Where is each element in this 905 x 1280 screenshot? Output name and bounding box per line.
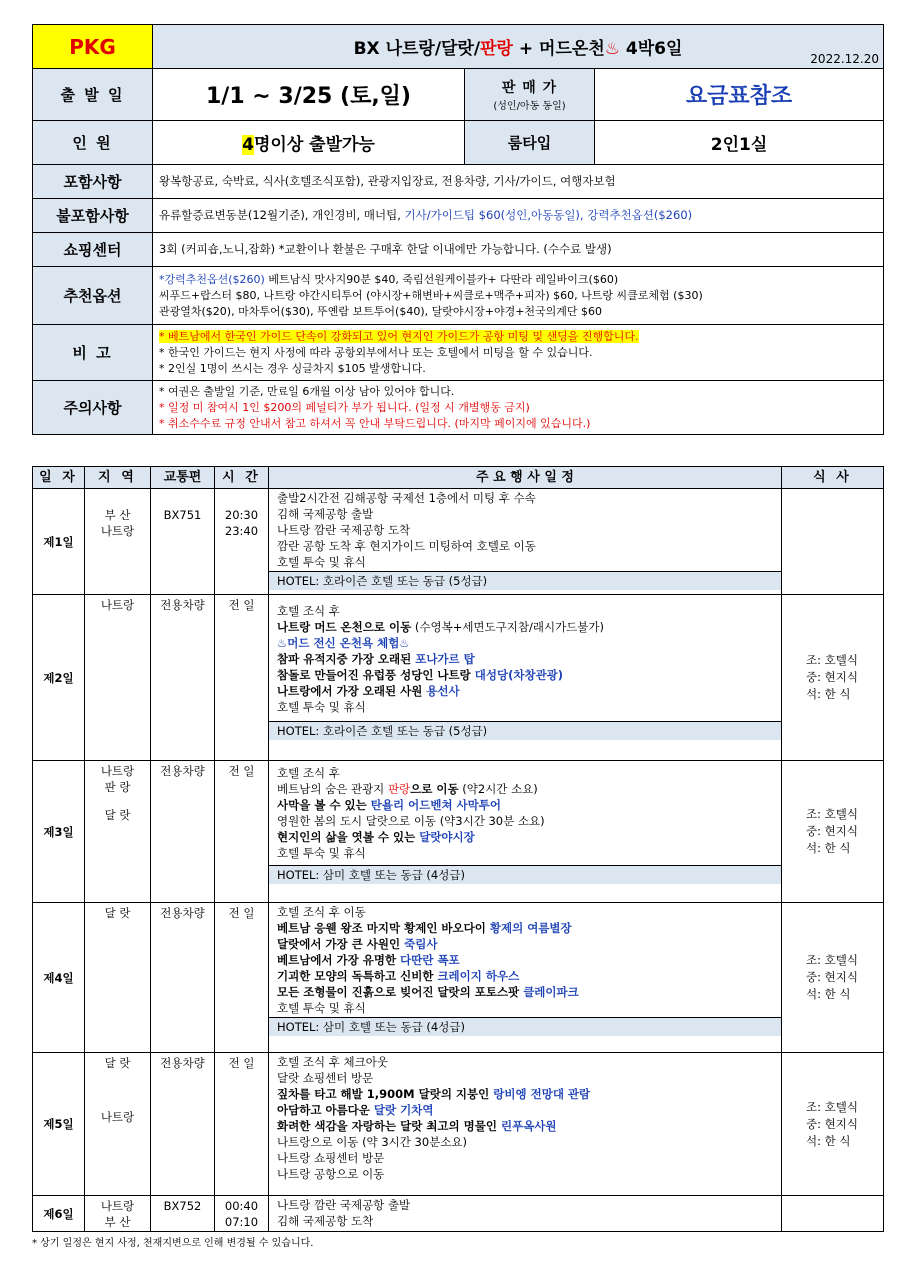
time: 00:40 07:10 [215,1196,269,1232]
transport: 전용차량 [151,1053,215,1196]
shop-value: 3회 (커피숍,노니,잡화) *교환이나 환불은 구매후 한달 이내에만 가능합니다. (수수료 발생) [153,233,884,267]
hotel-info: HOTEL: 삼미 호텔 또는 동급 (4성급) [269,1017,781,1036]
meal [782,489,884,595]
col-header-transport: 교통편 [151,467,215,489]
caution-label: 주의사항 [33,381,153,435]
col-header-meal: 식 사 [782,467,884,489]
meal: 조: 호텔식 중: 현지식 석: 한 식 [782,903,884,1053]
transport: 전용차량 [151,595,215,761]
exclude-label: 불포함사항 [33,199,153,233]
schedule-row [33,761,884,903]
day-label: 제6일 [33,1196,85,1232]
price-label-cell: 판 매 가 (성인/아동 동일) [465,69,595,121]
region: 달 랏 나트랑 [85,1053,151,1196]
include-label: 포함사항 [33,165,153,199]
col-header-day: 일 자 [33,467,85,489]
time: 20:30 23:40 [215,489,269,595]
footer-note: * 상기 일정은 현지 사정, 천재지변으로 인해 변경될 수 있습니다. [32,1238,314,1249]
transport: BX752 [151,1196,215,1232]
time: 전 일 [215,595,269,761]
schedule-table [32,466,884,1232]
transport: 전용차량 [151,761,215,903]
include-value: 왕복항공료, 숙박료, 식사(호텔조식포함), 관광지입장료, 전용차량, 기사/가이드, 여행자보험 [153,165,884,199]
transport: 전용차량 [151,903,215,1053]
info-table [32,24,884,435]
day-label: 제1일 [33,489,85,595]
region: 달 랏 [85,903,151,1053]
col-header-itinerary: 주 요 행 사 일 정 [269,467,782,489]
region: 나트랑 [85,595,151,761]
itinerary: 출발2시간전 김해공항 국제선 1층에서 미팅 후 수속 김해 국제공항 출발 나트랑 깜란 국제공항 도착 깜란 공항 도착 후 현지가이드 미팅하여 호텔로 이동 호텔 투숙 및 휴식 HOTEL: 호라이즌 호텔 또는 동급 (5성급) [269,489,782,595]
meal: 조: 호텔식 중: 현지식 석: 한 식 [782,595,884,761]
caution-value: * 여권은 출발일 기준, 만료일 6개월 이상 남아 있어야 합니다. * 일정 미 참여시 1인 $200의 페널티가 부가 됩니다. (일정 시 개별행동 금지) * 취소수수료 규정 안내서 참고 하셔서 꼭 안내 부탁드립니다. (마지막 페이지에 있습니다.) [153,381,884,435]
time: 전 일 [215,761,269,903]
option-label: 추천옵션 [33,267,153,325]
hotel-info: HOTEL: 호라이즌 호텔 또는 동급 (5성급) [269,571,781,590]
meal [782,1196,884,1232]
region: 부 산 나트랑 [85,489,151,595]
time: 전 일 [215,1053,269,1196]
note-value: * 베트남에서 한국인 가이드 단속이 강화되고 있어 현지인 가이드가 공항 미팅 및 샌딩을 진행합니다. * 한국인 가이드는 현지 사정에 따라 공항외부에서나 또는 호텔에서 미팅을 할 수 있습니다. * 2인실 1명이 쓰시는 경우 싱글차지 $105 발생합니다. [153,325,884,381]
schedule-row [33,489,884,595]
schedule-row [33,1053,884,1196]
itinerary: 호텔 조식 후 나트랑 머드 온천으로 이동 (수영복+세면도구지참/래시가드불가) ♨머드 전신 온천욕 체험♨ 참파 유적지중 가장 오래된 포나가르 탑 참돌로 만들어진 유럽풍 성당인 나트랑 대성당(차창관광) 나트랑에서 가장 오래된 사원 용선사 호텔 투숙 및 휴식 HOTEL: 호라이즌 호텔 또는 동급 (5성급) [269,595,782,761]
col-header-time: 시 간 [215,467,269,489]
day-label: 제3일 [33,761,85,903]
exclude-value: 유류할증료변동분(12월기준), 개인경비, 매너팁, 기사/가이드팁 $60(성인,아동동일), 강력추천옵션($260) [153,199,884,233]
price-value: 요금표참조 [595,69,884,121]
day-label: 제4일 [33,903,85,1053]
people-label: 인 원 [33,121,153,165]
meal: 조: 호텔식 중: 현지식 석: 한 식 [782,1053,884,1196]
pkg-label: PKG [33,25,153,69]
transport: BX751 [151,489,215,595]
schedule-row [33,903,884,1053]
room-value: 2인1실 [595,121,884,165]
note-label: 비 고 [33,325,153,381]
region: 나트랑 판 랑 달 랏 [85,761,151,903]
hotel-info: HOTEL: 호라이즌 호텔 또는 동급 (5성급) [269,721,781,740]
hot-spring-icon: ♨ [604,39,620,59]
tour-title: BX 나트랑/달랏/판랑 + 머드온천♨ 4박6일 2022.12.20 [153,25,884,69]
depart-label: 출 발 일 [33,69,153,121]
hotel-info: HOTEL: 삼미 호텔 또는 동급 (4성급) [269,865,781,884]
region: 나트랑 부 산 [85,1196,151,1232]
col-header-region: 지 역 [85,467,151,489]
itinerary: 나트랑 깜란 국제공항 출발 김해 국제공항 도착 [269,1196,782,1232]
itinerary: 호텔 조식 후 베트남의 숨은 관광지 판랑으로 이동 (약2시간 소요) 사막을 볼 수 있는 탄욜리 어드벤쳐 사막투어 영원한 봄의 도시 달랏으로 이동 (약3시간 30분 소요) 현지인의 삶을 엿볼 수 있는 달랏야시장 호텔 투숙 및 휴식 HOTEL: 삼미 호텔 또는 동급 (4성급) [269,761,782,903]
people-value: 4명이상 출발가능 [153,121,465,165]
depart-value: 1/1 ~ 3/25 (토,일) [153,69,465,121]
day-label: 제2일 [33,595,85,761]
room-label: 룸타입 [465,121,595,165]
time: 전 일 [215,903,269,1053]
itinerary: 호텔 조식 후 이동 베트남 응웬 왕조 마지막 황제인 바오다이 황제의 여름별장 달랏에서 가장 큰 사원인 죽림사 베트남에서 가장 유명한 다딴란 폭포 기괴한 모양의 독특하고 신비한 크레이지 하우스 모든 조형물이 진흙으로 빚어진 달랏의 포토스팟 클레이파크 호텔 투숙 및 휴식 HOTEL: 삼미 호텔 또는 동급 (4성급) [269,903,782,1053]
day-label: 제5일 [33,1053,85,1196]
doc-date: 2022.12.20 [810,52,880,66]
option-value: *강력추천옵션($260) 베트남식 맛사지90분 $40, 죽림선원케이블카+ 다딴라 레일바이크($60) 씨푸드+랍스터 $80, 나트랑 야간시티투어 (야시장+해변바+씨클로+맥주+피자) $60, 나트랑 씨클로체험 ($30) 관광열차($20), 마차투어($30), 뚜옌람 보트투어($40), 달랏야시장+야경+천국의계단 $60 [153,267,884,325]
shop-label: 쇼핑센터 [33,233,153,267]
meal: 조: 호텔식 중: 현지식 석: 한 식 [782,761,884,903]
schedule-row [33,595,884,761]
itinerary: 호텔 조식 후 체크아웃 달랏 쇼핑센터 방문 짚차를 타고 해발 1,900M 달랏의 지붕인 랑비엥 전망대 관람 아담하고 아름다운 달랏 기차역 화려한 색감을 자랑하는 달랏 최고의 명물인 린푸옥사원 나트랑으로 이동 (약 3시간 30분소요) 나트랑 쇼핑센터 방문 나트랑 공항으로 이동 [269,1053,782,1196]
schedule-row [33,1196,884,1232]
